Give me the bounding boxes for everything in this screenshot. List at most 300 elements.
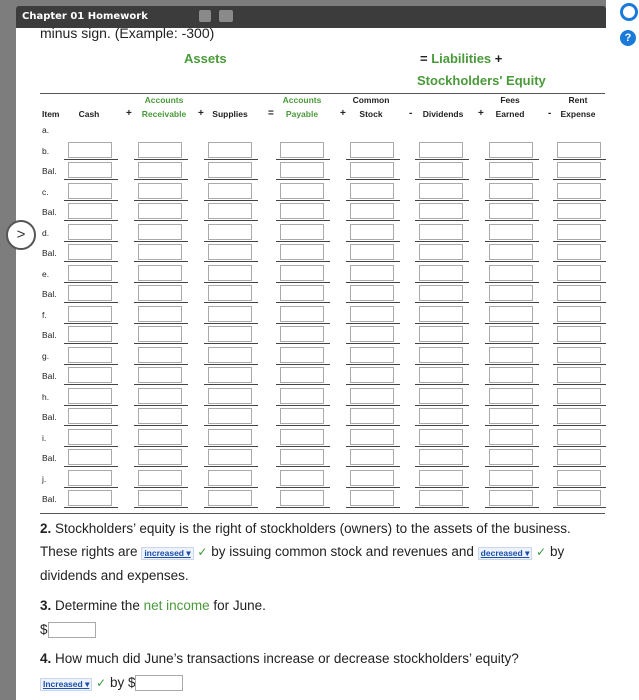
amount-input[interactable]	[138, 388, 182, 404]
amount-input[interactable]	[350, 244, 394, 260]
cell-underline	[64, 200, 118, 201]
amount-input[interactable]	[557, 347, 601, 363]
cell-underline	[415, 405, 469, 406]
cell-underline	[204, 507, 258, 508]
cell-underline	[134, 261, 188, 262]
row-label: Bal.	[42, 494, 57, 504]
amount-input[interactable]	[419, 326, 463, 342]
amount-input[interactable]	[138, 265, 182, 281]
cell-underline	[346, 384, 400, 385]
row-label: g.	[42, 350, 50, 361]
cell-underline	[276, 405, 330, 406]
cell-underline	[64, 487, 118, 488]
amount-input[interactable]	[350, 388, 394, 404]
row-label: Bal.	[42, 371, 57, 381]
cell-underline	[346, 343, 400, 344]
amount-input[interactable]	[489, 265, 533, 281]
amount-input[interactable]	[557, 388, 601, 404]
next-arrow-button[interactable]: >	[6, 220, 36, 250]
check-icon: ✓	[536, 545, 547, 559]
cell-underline	[553, 487, 606, 488]
amount-input[interactable]	[489, 408, 533, 424]
cell-underline	[485, 384, 539, 385]
amount-input[interactable]	[138, 429, 182, 445]
amount-input[interactable]	[489, 388, 533, 404]
cell-underline	[276, 487, 330, 488]
amount-input[interactable]	[68, 265, 112, 281]
amount-input[interactable]	[350, 449, 394, 465]
amount-input[interactable]	[280, 367, 324, 383]
cell-underline	[553, 446, 606, 447]
cell-underline	[64, 241, 118, 242]
cell-underline	[134, 241, 188, 242]
cell-underline	[415, 466, 469, 467]
row-label: f.	[42, 309, 47, 320]
amount-input[interactable]	[208, 490, 252, 506]
amount-input[interactable]	[419, 408, 463, 424]
operator-sign: -	[548, 108, 552, 119]
amount-input[interactable]	[557, 490, 601, 506]
amount-input[interactable]	[557, 449, 601, 465]
cell-underline	[415, 261, 469, 262]
cell-underline	[415, 241, 469, 242]
amount-input[interactable]	[280, 490, 324, 506]
amount-input[interactable]	[489, 306, 533, 322]
amount-input[interactable]	[68, 285, 112, 301]
amount-input[interactable]	[280, 388, 324, 404]
amount-input[interactable]	[489, 285, 533, 301]
net-income-answer	[40, 618, 96, 641]
cell-underline	[485, 159, 539, 160]
cell-underline	[415, 302, 469, 303]
column-header-top: Common	[352, 95, 390, 105]
amount-input[interactable]	[138, 449, 182, 465]
cell-underline	[134, 302, 188, 303]
cell-underline	[64, 364, 118, 365]
amount-input[interactable]	[489, 347, 533, 363]
cell-underline	[346, 364, 400, 365]
amount-input[interactable]	[68, 162, 112, 178]
amount-input[interactable]	[138, 367, 182, 383]
amount-input[interactable]	[280, 347, 324, 363]
window-titlebar	[16, 6, 606, 28]
amount-input[interactable]	[138, 490, 182, 506]
amount-input[interactable]	[489, 183, 533, 199]
cell-underline	[204, 282, 258, 283]
cell-underline	[204, 446, 258, 447]
cell-underline	[64, 220, 118, 221]
row-label: j.	[42, 473, 47, 484]
amount-input[interactable]	[138, 203, 182, 219]
cell-underline	[64, 282, 118, 283]
cell-underline	[276, 200, 330, 201]
amount-input[interactable]	[280, 470, 324, 486]
operator-sign: +	[478, 108, 484, 119]
cell-underline	[276, 446, 330, 447]
amount-input[interactable]	[208, 347, 252, 363]
amount-input[interactable]	[68, 449, 112, 465]
cell-underline	[346, 466, 400, 467]
amount-input[interactable]	[280, 162, 324, 178]
amount-input[interactable]	[557, 183, 601, 199]
cell-underline	[134, 220, 188, 221]
amount-input[interactable]	[208, 142, 252, 158]
row-label: Bal.	[42, 166, 57, 176]
row-label: c.	[42, 186, 49, 197]
cell-underline	[415, 323, 469, 324]
amount-input[interactable]	[68, 408, 112, 424]
amount-input[interactable]	[138, 470, 182, 486]
q2-text-2: by issuing common stock and revenues and	[211, 544, 474, 559]
cell-underline	[64, 261, 118, 262]
cell-underline	[276, 364, 330, 365]
amount-input[interactable]	[280, 265, 324, 281]
amount-input[interactable]	[138, 326, 182, 342]
cell-underline	[485, 507, 539, 508]
row-label: a.	[42, 125, 50, 135]
amount-input[interactable]	[557, 326, 601, 342]
amount-input[interactable]	[489, 449, 533, 465]
cell-underline	[204, 425, 258, 426]
amount-input[interactable]	[557, 470, 601, 486]
amount-input[interactable]	[557, 203, 601, 219]
cell-underline	[553, 384, 606, 385]
cell-underline	[134, 282, 188, 283]
amount-input[interactable]	[280, 285, 324, 301]
amount-input[interactable]	[489, 367, 533, 383]
right-sidebar	[606, 0, 639, 700]
amount-input[interactable]	[419, 142, 463, 158]
cell-underline	[415, 364, 469, 365]
cell-underline	[64, 446, 118, 447]
amount-input[interactable]	[557, 265, 601, 281]
cell-underline	[276, 179, 330, 180]
amount-input[interactable]	[350, 470, 394, 486]
cell-underline	[553, 302, 606, 303]
amount-input[interactable]	[350, 347, 394, 363]
cell-underline	[415, 179, 469, 180]
amount-input[interactable]	[419, 285, 463, 301]
amount-input[interactable]	[419, 244, 463, 260]
cell-underline	[204, 261, 258, 262]
help-icon[interactable]: ?	[620, 30, 636, 46]
amount-input[interactable]	[419, 470, 463, 486]
amount-input[interactable]	[208, 388, 252, 404]
cell-underline	[485, 364, 539, 365]
amount-input[interactable]	[208, 470, 252, 486]
question-3	[40, 594, 266, 617]
amount-input[interactable]	[68, 203, 112, 219]
cell-underline	[134, 364, 188, 365]
amount-input[interactable]	[350, 429, 394, 445]
amount-input[interactable]	[350, 142, 394, 158]
amount-input[interactable]	[208, 183, 252, 199]
amount-input[interactable]	[138, 183, 182, 199]
amount-input[interactable]	[68, 429, 112, 445]
amount-input[interactable]	[557, 429, 601, 445]
cell-underline	[346, 220, 400, 221]
cell-underline	[415, 487, 469, 488]
amount-input[interactable]	[557, 142, 601, 158]
amount-input[interactable]	[350, 203, 394, 219]
amount-input[interactable]	[208, 244, 252, 260]
cell-underline	[346, 261, 400, 262]
operator-sign: +	[126, 108, 132, 119]
amount-input[interactable]	[419, 367, 463, 383]
row-label: Bal.	[42, 412, 57, 422]
operator-sign: +	[198, 108, 204, 119]
check-icon: ✓	[96, 676, 107, 690]
table-bottom-line	[40, 513, 605, 514]
cell-underline	[346, 487, 400, 488]
cell-underline	[346, 425, 400, 426]
cell-underline	[346, 159, 400, 160]
cell-underline	[485, 343, 539, 344]
header-divider	[40, 93, 605, 94]
amount-input[interactable]	[138, 408, 182, 424]
amount-input[interactable]	[208, 408, 252, 424]
dollar-sign: $	[40, 622, 48, 637]
cell-underline	[485, 405, 539, 406]
amount-input[interactable]	[280, 142, 324, 158]
amount-input[interactable]	[280, 326, 324, 342]
cell-underline	[485, 200, 539, 201]
row-label: Bal.	[42, 330, 57, 340]
cell-underline	[134, 384, 188, 385]
amount-input[interactable]	[68, 142, 112, 158]
equity-change-input[interactable]	[135, 675, 183, 691]
amount-input[interactable]	[208, 306, 252, 322]
q3-text: Determine the	[55, 598, 140, 613]
amount-input[interactable]	[280, 244, 324, 260]
amount-input[interactable]	[68, 347, 112, 363]
q4-text: How much did June’s transactions increase or decrease stockholders’ equity?	[55, 651, 519, 666]
amount-input[interactable]	[489, 244, 533, 260]
cell-underline	[553, 261, 606, 262]
cell-underline	[204, 384, 258, 385]
decreased-dropdown-value: decreased	[480, 548, 523, 558]
amount-input[interactable]	[489, 224, 533, 240]
cell-underline	[346, 241, 400, 242]
change-dropdown[interactable]: Increased ▾	[40, 678, 92, 691]
amount-input[interactable]	[557, 408, 601, 424]
amount-input[interactable]	[68, 367, 112, 383]
amount-input[interactable]	[280, 408, 324, 424]
amount-input[interactable]	[68, 183, 112, 199]
amount-input[interactable]	[350, 367, 394, 383]
amount-input[interactable]	[208, 203, 252, 219]
amount-input[interactable]	[138, 142, 182, 158]
column-header: Cash	[78, 109, 100, 119]
change-dropdown-value: Increased	[43, 679, 83, 689]
amount-input[interactable]	[68, 490, 112, 506]
cell-underline	[415, 384, 469, 385]
amount-input[interactable]	[208, 224, 252, 240]
column-header: Expense	[560, 109, 596, 119]
amount-input[interactable]	[489, 470, 533, 486]
amount-input[interactable]	[350, 306, 394, 322]
amount-input[interactable]	[489, 429, 533, 445]
column-header: Payable	[285, 109, 319, 119]
amount-input[interactable]	[419, 162, 463, 178]
cell-underline	[553, 200, 606, 201]
amount-input[interactable]	[280, 306, 324, 322]
cell-underline	[553, 159, 606, 160]
check-icon: ✓	[197, 545, 208, 559]
amount-input[interactable]	[68, 470, 112, 486]
amount-input[interactable]	[138, 224, 182, 240]
cell-underline	[553, 179, 606, 180]
cell-underline	[204, 323, 258, 324]
amount-input[interactable]	[208, 449, 252, 465]
amount-input[interactable]	[419, 265, 463, 281]
amount-input[interactable]	[138, 347, 182, 363]
net-income-link[interactable]: net income	[143, 598, 210, 613]
amount-input[interactable]	[419, 429, 463, 445]
amount-input[interactable]	[419, 490, 463, 506]
column-header: Supplies	[212, 109, 248, 119]
cell-underline	[64, 179, 118, 180]
refresh-icon[interactable]	[620, 3, 638, 21]
question-4	[40, 647, 519, 670]
amount-input[interactable]	[208, 285, 252, 301]
homework-panel	[16, 28, 606, 700]
amount-input[interactable]	[419, 388, 463, 404]
amount-input[interactable]	[208, 162, 252, 178]
cell-underline	[64, 384, 118, 385]
amount-input[interactable]	[68, 326, 112, 342]
cell-underline	[485, 466, 539, 467]
cell-underline	[134, 323, 188, 324]
cell-underline	[204, 466, 258, 467]
amount-input[interactable]	[419, 347, 463, 363]
cell-underline	[415, 200, 469, 201]
amount-input[interactable]	[419, 306, 463, 322]
amount-input[interactable]	[280, 183, 324, 199]
amount-input[interactable]	[419, 449, 463, 465]
net-income-input[interactable]	[48, 622, 96, 638]
row-label: b.	[42, 145, 50, 156]
cell-underline	[134, 179, 188, 180]
amount-input[interactable]	[419, 183, 463, 199]
amount-input[interactable]	[138, 306, 182, 322]
amount-input[interactable]	[350, 408, 394, 424]
cell-underline	[415, 343, 469, 344]
cell-underline	[415, 507, 469, 508]
amount-input[interactable]	[208, 265, 252, 281]
amount-input[interactable]	[68, 224, 112, 240]
amount-input[interactable]	[208, 367, 252, 383]
cell-underline	[346, 200, 400, 201]
amount-input[interactable]	[350, 285, 394, 301]
cell-underline	[64, 323, 118, 324]
cell-underline	[204, 364, 258, 365]
amount-input[interactable]	[350, 490, 394, 506]
cell-underline	[485, 302, 539, 303]
amount-input[interactable]	[208, 326, 252, 342]
cell-underline	[485, 446, 539, 447]
cell-underline	[346, 179, 400, 180]
amount-input[interactable]	[280, 449, 324, 465]
amount-input[interactable]	[557, 306, 601, 322]
increased-dropdown[interactable]: increased ▾	[141, 547, 193, 560]
cell-underline	[134, 507, 188, 508]
amount-input[interactable]	[419, 203, 463, 219]
cell-underline	[134, 200, 188, 201]
amount-input[interactable]	[350, 183, 394, 199]
amount-input[interactable]	[489, 326, 533, 342]
amount-input[interactable]	[280, 224, 324, 240]
row-label: d.	[42, 227, 50, 238]
cell-underline	[485, 241, 539, 242]
column-header-top: Fees	[500, 95, 520, 105]
cell-underline	[485, 261, 539, 262]
cell-underline	[485, 220, 539, 221]
cell-underline	[415, 159, 469, 160]
amount-input[interactable]	[557, 162, 601, 178]
column-header: Dividends	[422, 109, 464, 119]
amount-input[interactable]	[350, 162, 394, 178]
amount-input[interactable]	[557, 224, 601, 240]
media-icon[interactable]	[219, 10, 233, 22]
column-header-top: Rent	[568, 95, 588, 105]
cell-underline	[276, 466, 330, 467]
cell-underline	[553, 507, 606, 508]
amount-input[interactable]	[350, 326, 394, 342]
cell-underline	[553, 241, 606, 242]
amount-input[interactable]	[280, 203, 324, 219]
amount-input[interactable]	[489, 142, 533, 158]
amount-input[interactable]	[138, 244, 182, 260]
amount-input[interactable]	[68, 306, 112, 322]
cell-underline	[415, 282, 469, 283]
decreased-dropdown[interactable]: decreased ▾	[478, 547, 533, 560]
column-header: Stock	[359, 109, 383, 119]
cell-underline	[346, 302, 400, 303]
cell-underline	[346, 446, 400, 447]
amount-input[interactable]	[138, 162, 182, 178]
amount-input[interactable]	[419, 224, 463, 240]
cell-underline	[415, 220, 469, 221]
amount-input[interactable]	[489, 203, 533, 219]
amount-input[interactable]	[489, 162, 533, 178]
cell-underline	[553, 364, 606, 365]
amount-input[interactable]	[350, 265, 394, 281]
amount-input[interactable]	[138, 285, 182, 301]
cell-underline	[553, 466, 606, 467]
cell-underline	[553, 425, 606, 426]
cell-underline	[276, 384, 330, 385]
operator-sign: -	[409, 108, 413, 119]
cell-underline	[553, 405, 606, 406]
amount-input[interactable]	[557, 285, 601, 301]
instruction-text: minus sign. (Example: -300)	[40, 28, 215, 41]
q3-number: 3.	[40, 598, 52, 613]
print-icon[interactable]	[199, 10, 211, 22]
row-label: Bal.	[42, 453, 57, 463]
amount-input[interactable]	[68, 244, 112, 260]
amount-input[interactable]	[280, 429, 324, 445]
amount-input[interactable]	[557, 367, 601, 383]
row-label: h.	[42, 391, 50, 402]
amount-input[interactable]	[489, 490, 533, 506]
amount-input[interactable]	[350, 224, 394, 240]
amount-input[interactable]	[557, 244, 601, 260]
amount-input[interactable]	[68, 388, 112, 404]
amount-input[interactable]	[208, 429, 252, 445]
cell-underline	[485, 179, 539, 180]
equity-heading: Stockholders' Equity	[417, 73, 546, 88]
